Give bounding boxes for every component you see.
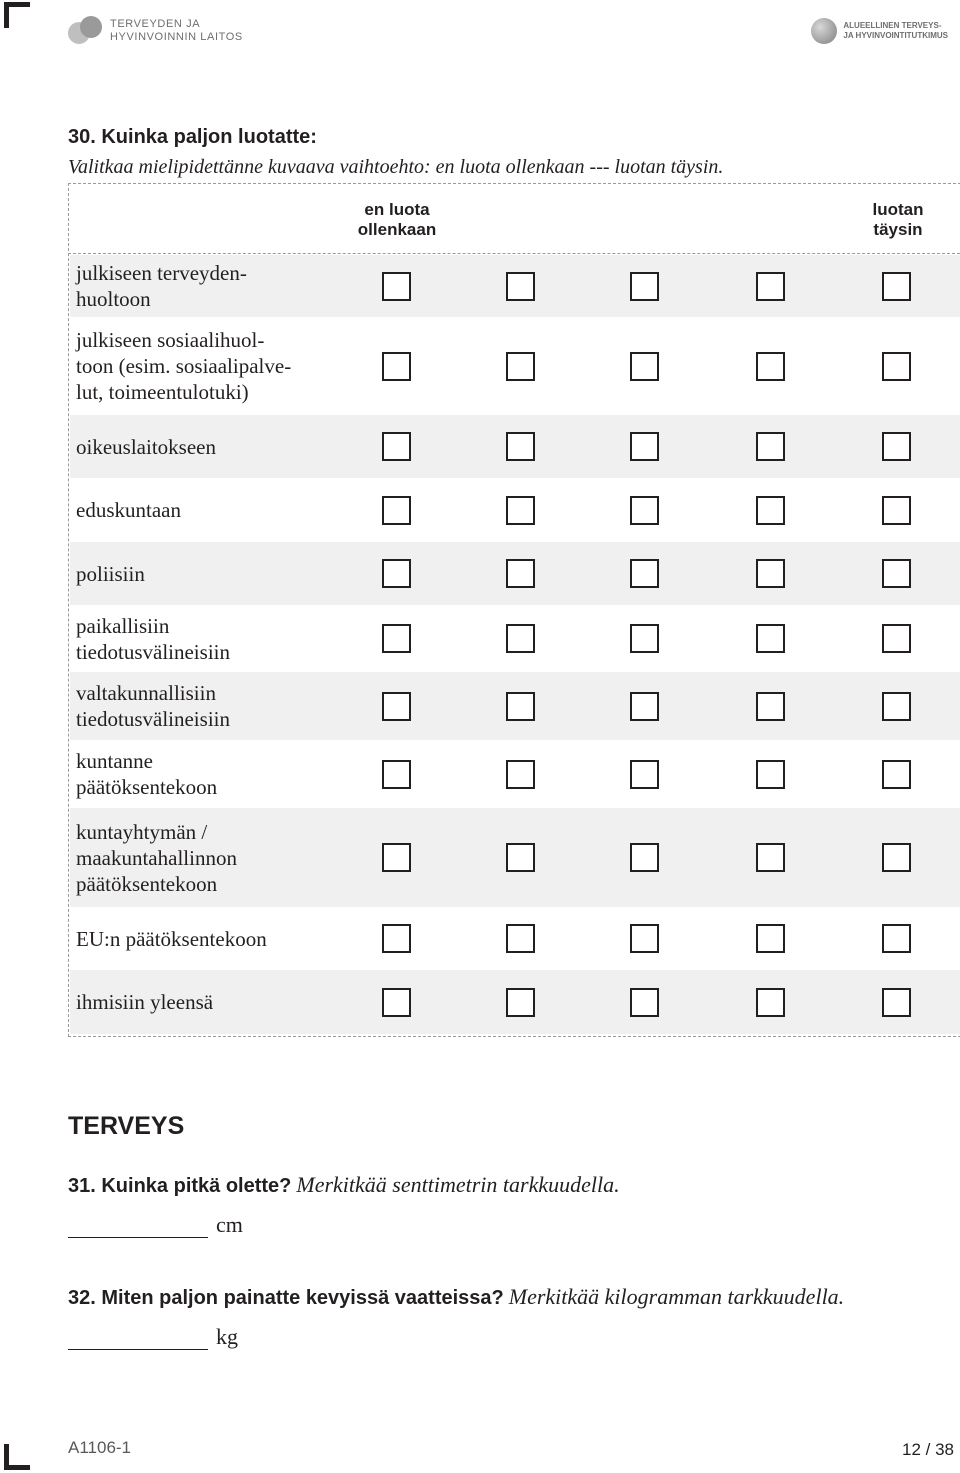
weight-unit: kg xyxy=(216,1324,238,1349)
row-label: kuntanne päätöksentekoon xyxy=(76,749,218,799)
checkbox-option-4[interactable] xyxy=(756,692,785,721)
checkbox-option-2[interactable] xyxy=(506,559,535,588)
column-header-low-line-2: ollenkaan xyxy=(357,220,437,239)
checkbox-option-3[interactable] xyxy=(630,760,659,789)
checkbox-option-2[interactable] xyxy=(506,843,535,872)
checkbox-option-1[interactable] xyxy=(382,624,411,653)
checkbox-option-3[interactable] xyxy=(630,843,659,872)
height-answer-field[interactable] xyxy=(68,1217,208,1238)
row-label: julkiseen terveyden- huoltoon xyxy=(76,261,247,311)
checkbox-option-1[interactable] xyxy=(382,843,411,872)
checkbox-option-5[interactable] xyxy=(882,924,911,953)
checkbox-option-2[interactable] xyxy=(506,272,535,301)
checkbox-option-1[interactable] xyxy=(382,496,411,525)
checkbox-option-1[interactable] xyxy=(382,432,411,461)
checkbox-option-3[interactable] xyxy=(630,432,659,461)
checkbox-option-1[interactable] xyxy=(382,692,411,721)
checkbox-option-3[interactable] xyxy=(630,559,659,588)
row-label: valtakunnallisiin tiedotusvälineisiin xyxy=(76,681,230,731)
checkbox-option-5[interactable] xyxy=(882,692,911,721)
table-row xyxy=(70,478,960,542)
row-label: eduskuntaan xyxy=(76,498,181,522)
table-row xyxy=(70,317,960,415)
height-unit: cm xyxy=(216,1212,243,1237)
row-label: oikeuslaitokseen xyxy=(76,435,216,459)
checkbox-option-5[interactable] xyxy=(882,760,911,789)
table-row xyxy=(70,255,960,317)
checkbox-option-4[interactable] xyxy=(756,924,785,953)
height-answer xyxy=(68,1212,243,1238)
checkbox-option-3[interactable] xyxy=(630,496,659,525)
thl-logo-mark-icon xyxy=(68,16,102,46)
checkbox-option-4[interactable] xyxy=(756,559,785,588)
thl-logo-line-1: TERVEYDEN JA xyxy=(110,18,201,30)
checkbox-option-5[interactable] xyxy=(882,272,911,301)
checkbox-option-2[interactable] xyxy=(506,624,535,653)
column-header-low-line-1: en luota xyxy=(364,200,430,219)
checkbox-option-5[interactable] xyxy=(882,496,911,525)
ath-logo xyxy=(811,18,948,44)
checkbox-option-4[interactable] xyxy=(756,496,785,525)
checkbox-option-1[interactable] xyxy=(382,352,411,381)
column-header-high-line-2: täysin xyxy=(873,220,923,239)
table-row xyxy=(70,808,960,907)
table-row xyxy=(70,542,960,605)
row-label: kuntayhtymän / maakuntahallinnon päätöksentekoon xyxy=(76,820,237,896)
crop-mark-bottom-left xyxy=(4,1444,30,1470)
thl-logo-line-2: HYVINVOINNIN LAITOS xyxy=(110,31,243,43)
form-code: A1106-1 xyxy=(68,1438,132,1457)
table-row xyxy=(70,605,960,672)
grid-header-separator xyxy=(68,253,960,254)
row-label: ihmisiin yleensä xyxy=(76,990,214,1014)
checkbox-option-3[interactable] xyxy=(630,988,659,1017)
checkbox-option-2[interactable] xyxy=(506,924,535,953)
checkbox-option-5[interactable] xyxy=(882,432,911,461)
checkbox-option-4[interactable] xyxy=(756,624,785,653)
checkbox-option-4[interactable] xyxy=(756,272,785,301)
weight-answer xyxy=(68,1324,238,1350)
checkbox-option-3[interactable] xyxy=(630,272,659,301)
checkbox-option-2[interactable] xyxy=(506,432,535,461)
checkbox-option-1[interactable] xyxy=(382,559,411,588)
checkbox-option-5[interactable] xyxy=(882,624,911,653)
row-label: poliisiin xyxy=(76,562,145,586)
checkbox-option-2[interactable] xyxy=(506,988,535,1017)
ath-logo-line-2: JA HYVINVOINTITUTKIMUS xyxy=(843,31,948,40)
checkbox-option-4[interactable] xyxy=(756,760,785,789)
column-header-low xyxy=(337,200,457,240)
checkbox-option-2[interactable] xyxy=(506,496,535,525)
checkbox-option-2[interactable] xyxy=(506,692,535,721)
checkbox-option-4[interactable] xyxy=(756,352,785,381)
question-30-title: 30. Kuinka paljon luotatte: xyxy=(68,126,317,148)
question-31 xyxy=(68,1172,620,1198)
checkbox-option-4[interactable] xyxy=(756,432,785,461)
question-32-title: 32. Miten paljon painatte kevyissä vaatteissa? xyxy=(68,1287,504,1309)
row-label: EU:n päätöksentekoon xyxy=(76,927,267,951)
question-31-instruction: Merkitkää senttimetrin tarkkuudella. xyxy=(296,1172,620,1197)
ath-logo-line-1: ALUEELLINEN TERVEYS- xyxy=(843,21,942,30)
table-row xyxy=(70,907,960,970)
table-row xyxy=(70,740,960,808)
weight-answer-field[interactable] xyxy=(68,1329,208,1350)
column-header-high xyxy=(838,200,958,240)
column-header-high-line-1: luotan xyxy=(872,200,924,219)
checkbox-option-3[interactable] xyxy=(630,924,659,953)
crop-mark-top-left xyxy=(4,2,30,28)
checkbox-option-3[interactable] xyxy=(630,624,659,653)
question-30-instruction: Valitkaa mielipidettänne kuvaava vaihtoehto: en luota ollenkaan --- luotan täysin. xyxy=(68,156,724,178)
checkbox-option-2[interactable] xyxy=(506,760,535,789)
table-row xyxy=(70,415,960,478)
checkbox-option-4[interactable] xyxy=(756,843,785,872)
page-number: 12 / 38 xyxy=(902,1440,954,1459)
table-row xyxy=(70,672,960,740)
checkbox-option-4[interactable] xyxy=(756,988,785,1017)
checkbox-option-1[interactable] xyxy=(382,924,411,953)
checkbox-option-3[interactable] xyxy=(630,352,659,381)
question-32 xyxy=(68,1284,844,1310)
checkbox-option-1[interactable] xyxy=(382,988,411,1017)
row-label: julkiseen sosiaalihuol- toon (esim. sosiaalipalve- lut, toimeentulotuki) xyxy=(76,328,292,404)
checkbox-option-5[interactable] xyxy=(882,559,911,588)
checkbox-option-5[interactable] xyxy=(882,352,911,381)
checkbox-option-2[interactable] xyxy=(506,352,535,381)
checkbox-option-1[interactable] xyxy=(382,760,411,789)
section-heading: TERVEYS xyxy=(68,1112,185,1140)
question-32-instruction: Merkitkää kilogramman tarkkuudella. xyxy=(508,1284,845,1309)
row-label: paikallisiin tiedotusvälineisiin xyxy=(76,614,230,664)
checkbox-option-1[interactable] xyxy=(382,272,411,301)
thl-logo xyxy=(68,16,243,46)
question-31-title: 31. Kuinka pitkä olette? xyxy=(68,1175,292,1197)
checkbox-option-3[interactable] xyxy=(630,692,659,721)
table-row xyxy=(70,970,960,1034)
globe-icon xyxy=(811,18,837,44)
checkbox-option-5[interactable] xyxy=(882,843,911,872)
checkbox-option-5[interactable] xyxy=(882,988,911,1017)
